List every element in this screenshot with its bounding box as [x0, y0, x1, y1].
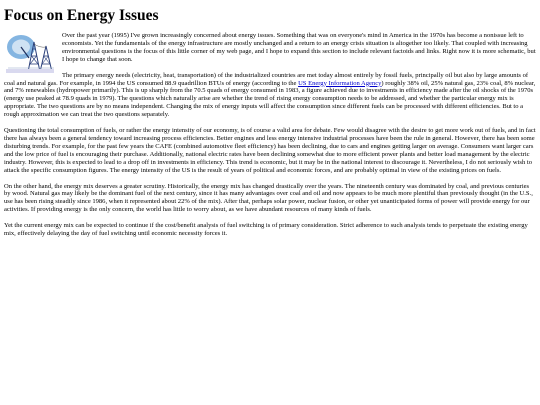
energy-information-agency-link[interactable]: US Energy Information Agency	[298, 79, 382, 87]
paragraph-energy-needs	[4, 72, 536, 119]
page-title: Focus on Energy Issues	[4, 7, 159, 24]
paragraph-consumption: Questioning the total consumption of fuels, or rather the energy intensity of our economy, is of course a valid area for debate. Few would disagree with the desire to get more work out of fuels, and in fact there has always been a general tendency toward increasing process efficiencies. Better engines and less energy intensive industrial processes have been the rule in general. However, there has been some disturbing trends. For example, for the past few years the CAFE (combined automotive fleet efficiency) has been declining, due to cars and engines getting larger on average. Consumers want larger cars and the low price of fuel is encouraging their purchase. Additionally, national electric rates have been declining somewhat due to more efficient power plants and better load management by the electric industry. However, this is expected to lead to a drop off in investments in efficiency. This trend is economic, but it may be in the national interest to discourage it. Nevertheless, I do not seriously wish to attack the specific consumption figures. The energy intensity of the US is the result of years of political and economic forces, and are probably optimal in view of the existing prices on fuels.	[4, 127, 536, 174]
paragraph-cost-benefit: Yet the current energy mix can be expected to continue if the cost/benefit analysis of fuel switching is of primary consideration. Strict adherence to such analysis tends to perpetuate the existing energy mix, effectively delaying the day of fuel switching until economic necessity forces it.	[4, 222, 528, 238]
paragraph-energy-mix: On the other hand, the energy mix deserves a greater scrutiny. Historically, the energy mix has changed drastically over the years. The nineteenth century was dominated by coal, and previous centuries by wood. Natural gas may likely be the dominant fuel of the next century, since it has many advantages over coal and oil and now appears to be much more plentiful than previously thought (in the U.S., use has been rising steadily since 1986, when it represented about 22% of the mix). After that, perhaps solar power, nuclear fusion, or other yet unanticipated forms of power will provide energy for our activities. If providing energy is the only concern, the world has little to worry about, as we have abundant resources of many kinds of fuels.	[4, 182, 533, 214]
intro-section	[4, 32, 536, 64]
energy-towers-logo-icon	[4, 32, 56, 74]
intro-paragraph: Over the past year (1995) I've grown increasingly concerned about energy issues. Something that was on everyone's mind in America in the 1970s has become a nonissue left to economists. Yet the fundamentals of the energy infrastructure are mostly unchanged and a return to an energy crisis situation is altogether too likely. That coupled with increasing environmental questions is the focus of this little corner of my web page, and I hope to expand this section to include relevant factoids and links. Right now it is more schematic, but I hope to change that soon.	[62, 32, 536, 63]
paragraph-text: ) roughly 38% oil, 25% natural gas, 23% coal, 8% nuclear, and 7% renewables (hydropower primarily). This is up sharply from the 70.5 quads of energy consumed in 1983, a figure achieved due to investments in efficiency made after the oil shocks of the 1970s (energy use peaked at 78.9 quads in 1979). The questions which naturally arise are whether the trend of rising energy consumption needs to be addressed, and whether the particular energy mix is appropriate. The two questions are by no means independent. Changing the mix of energy inputs will affect the consumption since different fuels can be processed with different efficiencies. But to a rough approximation we can treat the two questions separately.	[4, 79, 536, 119]
paragraph-text: The primary energy needs (electricity, heat, transportation) of the industrialized countries are met today almost entirely by fossil fuels, principally oil but also by large amounts of coal and natural gas. For example, in 1994 the US consumed 88.9 quadrillion BTUs of energy (according to the	[4, 71, 529, 87]
